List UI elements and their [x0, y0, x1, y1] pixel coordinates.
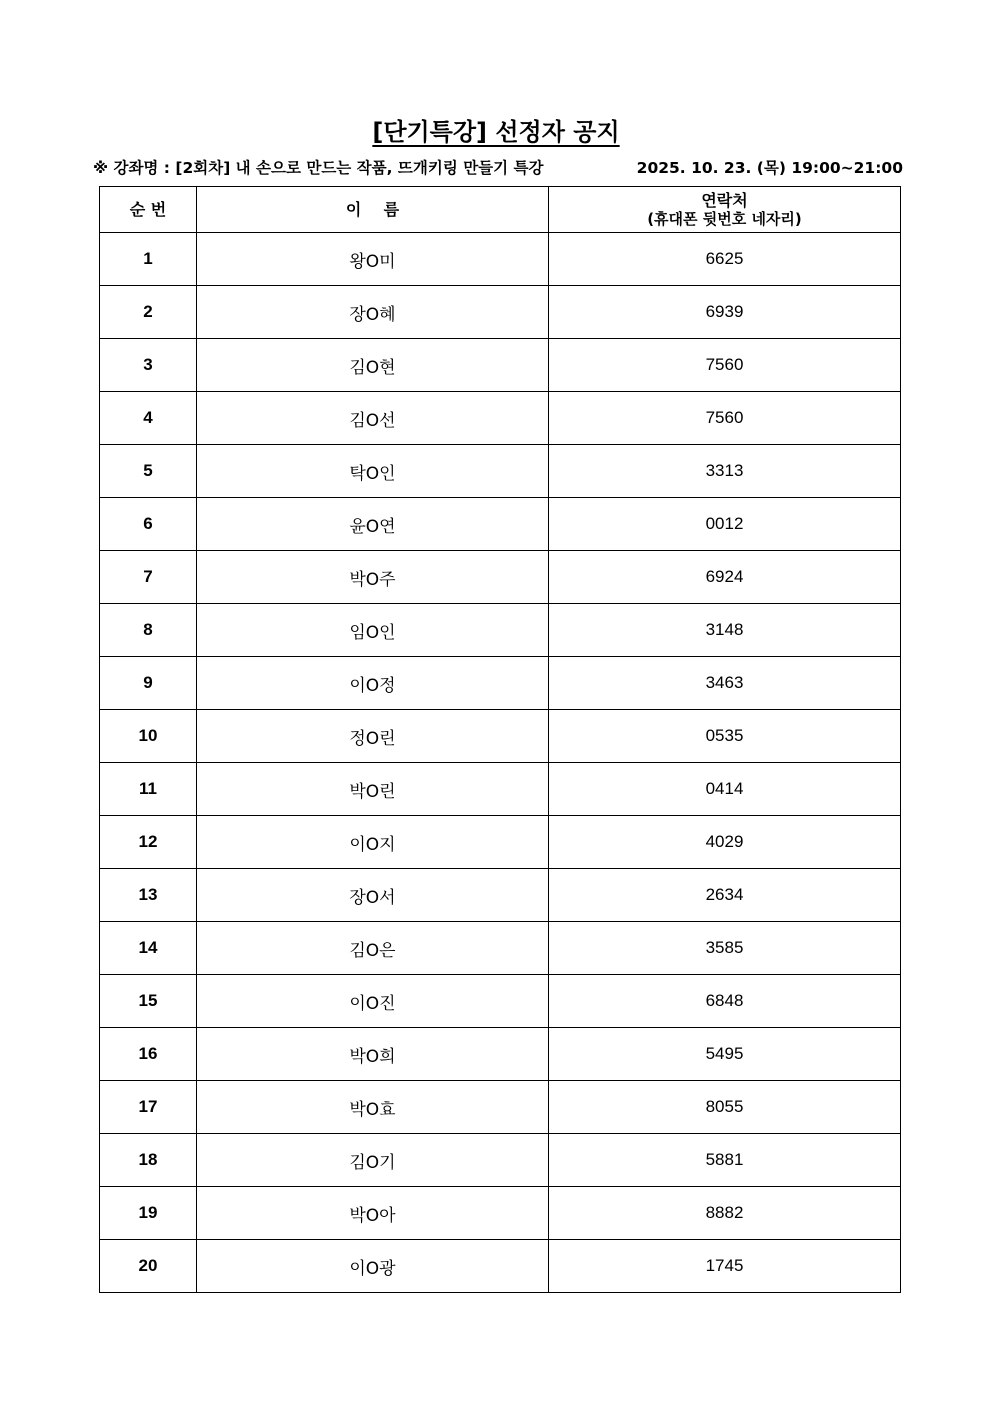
row-number: 8	[100, 604, 197, 657]
table-row	[100, 1028, 901, 1081]
row-name: 이O정	[197, 657, 549, 710]
table-row	[100, 339, 901, 392]
row-name: 박O희	[197, 1028, 549, 1081]
course-info	[93, 156, 903, 180]
table-row	[100, 551, 901, 604]
row-name: 장O혜	[197, 286, 549, 339]
row-name: 임O인	[197, 604, 549, 657]
row-number: 6	[100, 498, 197, 551]
row-phone: 6625	[549, 233, 901, 286]
row-number: 1	[100, 233, 197, 286]
row-name: 박O효	[197, 1081, 549, 1134]
row-phone: 6939	[549, 286, 901, 339]
table-header-row	[100, 187, 901, 233]
row-number: 17	[100, 1081, 197, 1134]
table-row	[100, 763, 901, 816]
row-name: 정O린	[197, 710, 549, 763]
row-phone: 8055	[549, 1081, 901, 1134]
row-number: 4	[100, 392, 197, 445]
row-phone: 7560	[549, 339, 901, 392]
row-number: 11	[100, 763, 197, 816]
table-row	[100, 392, 901, 445]
row-number: 12	[100, 816, 197, 869]
table-row	[100, 498, 901, 551]
table-row	[100, 710, 901, 763]
header-name: 이 름	[197, 187, 549, 233]
row-number: 10	[100, 710, 197, 763]
header-contact-sub: (휴대폰 뒷번호 네자리)	[647, 209, 802, 228]
row-number: 2	[100, 286, 197, 339]
row-phone: 0012	[549, 498, 901, 551]
page-title-text: [단기특강] 선정자 공지	[372, 118, 620, 146]
header-contact-label: 연락처	[701, 190, 748, 210]
row-phone: 3585	[549, 922, 901, 975]
row-phone: 1745	[549, 1240, 901, 1293]
row-phone: 6848	[549, 975, 901, 1028]
row-name: 김O기	[197, 1134, 549, 1187]
row-phone: 3313	[549, 445, 901, 498]
row-number: 5	[100, 445, 197, 498]
row-number: 7	[100, 551, 197, 604]
table-row	[100, 286, 901, 339]
row-number: 3	[100, 339, 197, 392]
row-phone: 6924	[549, 551, 901, 604]
row-name: 김O은	[197, 922, 549, 975]
row-phone: 8882	[549, 1187, 901, 1240]
header-number: 순 번	[100, 187, 197, 233]
row-name: 이O광	[197, 1240, 549, 1293]
course-date: 2025. 10. 23. (목) 19:00~21:00	[636, 159, 903, 177]
row-name: 박O아	[197, 1187, 549, 1240]
row-phone: 3463	[549, 657, 901, 710]
row-phone: 3148	[549, 604, 901, 657]
table-row	[100, 233, 901, 286]
table-row	[100, 1240, 901, 1293]
row-phone: 0535	[549, 710, 901, 763]
table-row	[100, 1081, 901, 1134]
table-row	[100, 869, 901, 922]
row-number: 18	[100, 1134, 197, 1187]
table-row	[100, 816, 901, 869]
row-name: 탁O인	[197, 445, 549, 498]
row-number: 9	[100, 657, 197, 710]
row-name: 왕O미	[197, 233, 549, 286]
row-number: 13	[100, 869, 197, 922]
row-phone: 5881	[549, 1134, 901, 1187]
table-row	[100, 445, 901, 498]
row-number: 14	[100, 922, 197, 975]
row-name: 박O린	[197, 763, 549, 816]
row-number: 15	[100, 975, 197, 1028]
row-number: 20	[100, 1240, 197, 1293]
row-name: 김O현	[197, 339, 549, 392]
table-row	[100, 657, 901, 710]
row-name: 박O주	[197, 551, 549, 604]
row-phone: 5495	[549, 1028, 901, 1081]
course-name: ※ 강좌명 : [2회차] 내 손으로 만드는 작품, 뜨개키링 만들기 특강	[93, 159, 544, 177]
row-phone: 7560	[549, 392, 901, 445]
selected-participants-table	[99, 186, 901, 1293]
row-phone: 4029	[549, 816, 901, 869]
row-number: 19	[100, 1187, 197, 1240]
table-row	[100, 922, 901, 975]
table-row	[100, 604, 901, 657]
table-row	[100, 1134, 901, 1187]
row-name: 이O진	[197, 975, 549, 1028]
row-name: 김O선	[197, 392, 549, 445]
row-number: 16	[100, 1028, 197, 1081]
table-row	[100, 1187, 901, 1240]
row-phone: 2634	[549, 869, 901, 922]
row-phone: 0414	[549, 763, 901, 816]
page-title	[0, 112, 992, 147]
row-name: 이O지	[197, 816, 549, 869]
table-row	[100, 975, 901, 1028]
row-name: 장O서	[197, 869, 549, 922]
header-contact	[549, 187, 901, 233]
row-name: 윤O연	[197, 498, 549, 551]
